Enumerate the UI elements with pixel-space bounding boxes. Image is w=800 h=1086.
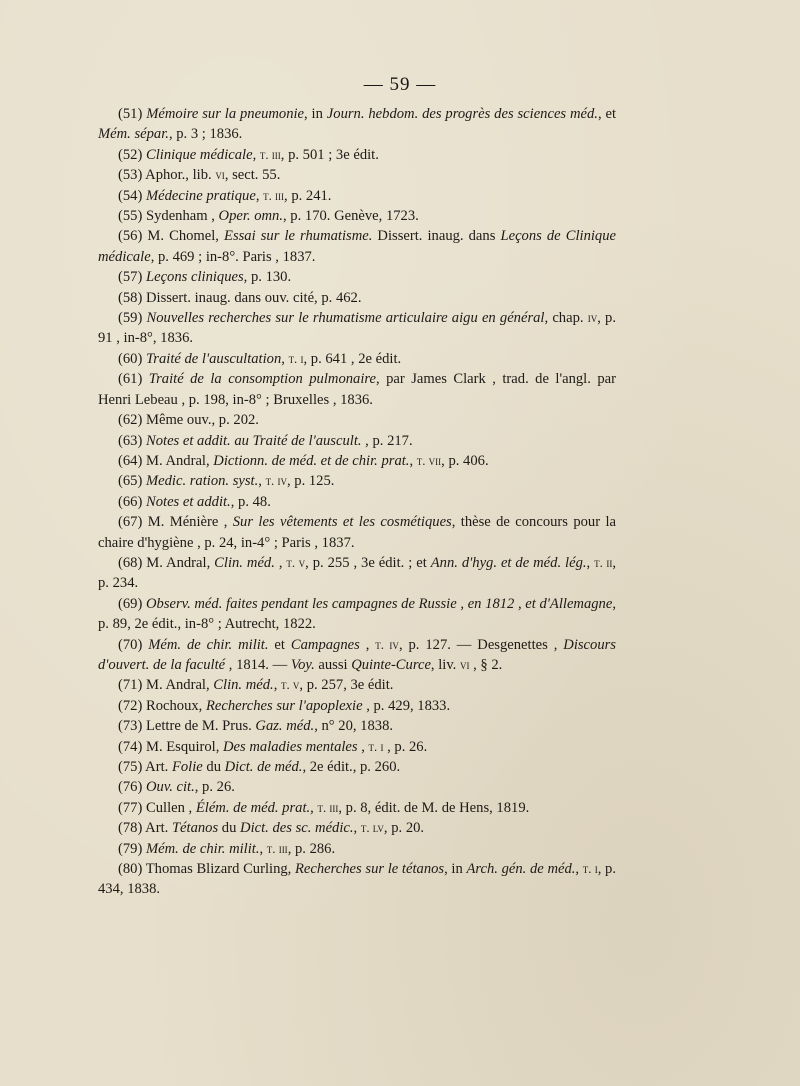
footnote-text: , <box>274 554 287 571</box>
footnote-text: Oper. omn. <box>218 208 283 225</box>
footnote-text: , <box>409 452 417 469</box>
footnote-text: vi <box>459 657 470 672</box>
footnote-list <box>98 104 616 900</box>
footnote-text: Mém. sépar. <box>98 126 169 143</box>
footnote-69 <box>98 594 616 635</box>
footnote-80 <box>98 859 616 900</box>
footnote-text: t. v <box>280 678 300 693</box>
footnote-text: Traité de l'auscultation <box>145 350 282 367</box>
footnote-61 <box>98 369 616 410</box>
footnote-text: Dissert. inaug. dans ouv. cité, p. 462. <box>145 289 362 306</box>
footnote-text: Même ouv., p. 202. <box>145 412 259 429</box>
footnote-text: , p. 3 ; 1836. <box>168 126 243 143</box>
footnote-76 <box>98 777 616 797</box>
footnote-number: (51) <box>118 106 143 122</box>
footnote-number: (75) <box>118 759 143 775</box>
footnote-60 <box>98 349 616 369</box>
footnote-text: M. Andral, <box>146 554 215 571</box>
footnote-71 <box>98 675 616 695</box>
footnote-number: (60) <box>118 350 143 367</box>
footnote-number: (76) <box>118 779 143 796</box>
footnote-text: , 2e édit., p. 260. <box>302 759 401 775</box>
footnote-text: Traité de la consomption pulmonaire <box>148 371 377 388</box>
footnote-text: , <box>586 554 595 571</box>
footnote-text: Arch. gén. de méd. <box>466 861 576 878</box>
footnote-text: Sur les vêtements et les cosmétiques <box>232 514 452 531</box>
footnote-51 <box>98 104 616 145</box>
footnote-text: , p. 234. <box>98 554 617 592</box>
footnote-number: (72) <box>118 697 143 714</box>
footnote-text: du <box>218 820 241 837</box>
footnote-number: (68) <box>118 554 143 571</box>
footnote-55 <box>98 206 616 226</box>
footnote-text: t. i <box>288 351 304 366</box>
footnote-57 <box>98 267 616 287</box>
footnote-text: t. iv <box>265 474 287 489</box>
footnote-text: et <box>268 636 291 653</box>
page-number: — 59 — <box>363 74 437 95</box>
footnote-text: , p. 286. <box>287 840 336 857</box>
footnote-text: Medic. ration. syst. <box>145 473 259 490</box>
footnote-58 <box>98 288 616 308</box>
footnote-number: (77) <box>118 799 143 816</box>
footnote-text: t. iv <box>375 637 399 652</box>
footnote-text: , 1814. — <box>225 656 291 673</box>
footnote-text: , n° 20, 1838. <box>314 718 394 735</box>
footnote-text: , p. 217. <box>361 432 413 449</box>
footnote-78 <box>98 818 616 838</box>
footnote-72 <box>98 696 616 716</box>
footnote-text: , p. 48. <box>230 493 271 510</box>
footnote-79 <box>98 839 616 859</box>
footnote-text: , in <box>444 861 467 878</box>
footnote-text: Folie <box>171 759 203 775</box>
footnote-text: Recherches sur l'apoplexie <box>205 697 363 714</box>
footnote-number: (53) <box>118 167 143 184</box>
footnote-text: Leçons de Clinique médicale <box>98 228 616 265</box>
footnote-number: (78) <box>118 820 143 837</box>
footnote-text: Observ. méd. faites pendant les campagnes de Russie , en 1812 , et d'Allemagne <box>146 595 613 612</box>
footnote-number: (79) <box>118 840 143 857</box>
footnote-54 <box>98 186 616 206</box>
footnote-text: t. iii <box>266 841 288 856</box>
footnote-text: Médecine pratique <box>145 187 256 204</box>
footnote-text: Ann. d'hyg. et de méd. lég. <box>430 554 587 571</box>
footnote-text: , p. 26. <box>194 779 235 796</box>
footnote-75 <box>98 757 616 777</box>
footnote-text: Clin. méd. <box>213 677 274 694</box>
footnote-62 <box>98 410 616 430</box>
footnote-text: , p. 89, 2e édit., in-8° ; Autrecht, 1822. <box>98 595 616 633</box>
footnote-text: Aphor., lib. <box>145 167 216 184</box>
footnote-text: t. iii <box>259 147 281 162</box>
footnote-text: aussi <box>314 656 352 673</box>
footnote-text: M. Chomel, <box>147 228 225 245</box>
footnote-52 <box>98 145 616 165</box>
footnote-text: M. Esquirol, <box>145 738 224 755</box>
footnote-text: Tétanos <box>171 820 219 837</box>
footnote-text: Nouvelles recherches sur le rhumatisme articulaire aigu en général <box>146 310 545 327</box>
footnote-text: , p. 8, édit. de M. de Hens, 1819. <box>338 799 530 816</box>
footnote-text: , thèse de concours pour la chaire d'hygiène , p. 24, in-4° ; Paris , 1837. <box>98 514 616 551</box>
footnote-text: , liv. <box>430 656 460 673</box>
footnote-text: Leçons cliniques <box>145 269 244 286</box>
footnote-text: Recherches sur le tétanos <box>295 861 445 878</box>
footnote-number: (73) <box>118 718 143 735</box>
footnote-text: , p. 429, 1833. <box>362 697 451 714</box>
footnote-text: , p. 469 ; in-8°. Paris , 1837. <box>150 248 316 265</box>
footnote-text: , p. 241. <box>284 187 332 204</box>
footnote-text: , chap. <box>544 310 588 327</box>
footnote-text: t. i <box>368 739 384 754</box>
footnote-64 <box>98 451 616 471</box>
footnote-56 <box>98 226 616 267</box>
footnote-number: (71) <box>118 677 143 694</box>
footnote-text: , p. 501 ; 3e édit. <box>280 146 379 163</box>
footnote-text: Voy. <box>290 656 315 673</box>
footnote-text: Mém. de chir. milit. <box>148 636 269 653</box>
footnote-text: Thomas Blizard Curling, <box>145 861 295 878</box>
footnote-number: (80) <box>118 861 143 878</box>
footnote-text: Dissert. inaug. dans <box>372 228 501 245</box>
footnote-text: t. iii <box>263 188 285 203</box>
footnote-text: Essai sur le rhumatisme. <box>224 228 373 245</box>
footnote-63 <box>98 431 616 451</box>
footnote-text: Quinte-Curce <box>351 656 431 673</box>
footnote-number: (56) <box>118 228 143 245</box>
footnote-text: , sect. 55. <box>224 167 281 184</box>
footnote-text: , <box>575 861 583 878</box>
footnote-text: Clin. méd. <box>214 554 275 571</box>
footnote-text: , p. 406. <box>441 452 489 469</box>
footnote-text: Notes et addit. au Traité de l'auscult. <box>145 432 362 449</box>
footnote-number: (55) <box>118 208 143 225</box>
footnote-text: Art. <box>145 820 172 837</box>
footnote-text: , par James Clark , trad. de l'angl. par Henri Lebeau , p. 198, in-8° ; Bruxelles , 1836. <box>98 371 616 408</box>
footnote-text: , in <box>304 106 327 122</box>
footnote-70 <box>98 635 616 676</box>
footnote-number: (62) <box>118 412 143 429</box>
footnote-number: (58) <box>118 289 143 306</box>
footnote-74 <box>98 737 616 757</box>
footnote-text: , <box>255 187 264 204</box>
footnote-text: t. i <box>582 862 598 877</box>
footnote-number: (63) <box>118 432 143 449</box>
footnote-text: Ouv. cit. <box>145 779 195 796</box>
footnote-text: , et <box>597 106 617 122</box>
footnote-68 <box>98 553 616 594</box>
footnote-text: , <box>359 636 376 653</box>
footnote-text: , p. 127. — Desgenettes , <box>398 636 564 653</box>
footnote-text: , p. 257, 3e édit. <box>299 677 394 694</box>
footnote-text: Discours d'ouvert. de la faculté <box>98 636 616 673</box>
footnote-text: M. Andral, <box>145 452 214 469</box>
footnote-text: , p. 641 , 2e édit. <box>303 350 402 367</box>
footnote-text: Mém. de chir. milit. <box>145 840 260 857</box>
footnote-number: (64) <box>118 452 143 469</box>
footnote-text: Campagnes <box>290 636 360 653</box>
footnote-text: Mémoire sur la pneumonie <box>146 106 305 122</box>
footnote-73 <box>98 716 616 736</box>
footnote-67 <box>98 512 616 553</box>
footnote-text: Art. <box>145 759 172 775</box>
footnote-text: Lettre de M. Prus. <box>145 718 256 735</box>
footnote-number: (65) <box>118 473 143 490</box>
footnote-text: Journ. hebdom. des progrès des sciences méd. <box>326 106 598 122</box>
footnote-text: t. iii <box>317 800 339 815</box>
footnote-text: Dict. des sc. médic. <box>240 820 354 837</box>
footnote-text: t. lv <box>360 821 384 836</box>
footnote-text: , <box>252 146 260 163</box>
footnote-text: M. Andral, <box>145 677 214 694</box>
footnote-text: Cullen , <box>145 799 196 816</box>
footnote-text: du <box>202 759 225 775</box>
footnote-text: Gaz. méd. <box>255 718 315 735</box>
footnote-text: Clinique médicale <box>145 146 253 163</box>
footnote-number: (69) <box>118 595 143 612</box>
footnote-number: (61) <box>118 371 143 388</box>
footnote-66 <box>98 492 616 512</box>
footnote-number: (67) <box>118 514 143 531</box>
footnote-number: (54) <box>118 187 143 204</box>
footnote-77 <box>98 798 616 818</box>
footnote-number: (52) <box>118 146 143 163</box>
footnote-59 <box>98 308 616 349</box>
footnote-number: (74) <box>118 738 143 755</box>
footnote-text: , p. 26. <box>383 738 428 755</box>
footnote-text: Dict. de méd. <box>224 759 303 775</box>
footnote-text: , p. 20. <box>383 820 425 837</box>
footnote-text: Rochoux, <box>145 697 206 714</box>
footnote-text: , <box>273 677 281 694</box>
footnote-text: t. vii <box>416 453 442 468</box>
footnote-text: Sydenham , <box>145 208 219 225</box>
footnote-number: (57) <box>118 269 143 286</box>
footnote-text: , p. 255 , 3e édit. ; et <box>305 554 431 571</box>
footnote-number: (66) <box>118 493 143 510</box>
footnote-number: (70) <box>118 636 143 653</box>
footnote-text: , <box>281 350 289 367</box>
footnote-text: Élém. de méd. prat. <box>195 799 311 816</box>
footnote-text: Dictionn. de méd. et de chir. prat. <box>213 452 410 469</box>
footnote-text: , p. 130. <box>243 269 292 286</box>
footnote-text: , § 2. <box>469 656 503 673</box>
footnote-text: vi <box>215 168 225 183</box>
footnote-text: , p. 434, 1838. <box>98 861 616 898</box>
footnote-text: , p. 125. <box>286 473 335 490</box>
footnote-text: M. Ménière , <box>147 514 233 531</box>
footnote-text: , <box>353 820 361 837</box>
footnote-text: t. ii <box>594 555 613 570</box>
footnote-text: , p. 91 , in-8°, 1836. <box>98 310 616 347</box>
footnote-text: Des maladies mentales <box>223 738 358 755</box>
footnote-text: , <box>258 473 266 490</box>
footnote-text: t. v <box>286 555 306 570</box>
footnote-text: , <box>259 840 267 857</box>
footnote-text: , <box>310 799 318 816</box>
footnote-number: (59) <box>118 310 143 327</box>
footnote-text: , p. 170. Genève, 1723. <box>283 208 419 225</box>
footnote-65 <box>98 471 616 491</box>
footnote-text: Notes et addit. <box>145 493 231 510</box>
footnote-53 <box>98 165 616 185</box>
footnote-text: , <box>357 738 369 755</box>
footnote-text: iv <box>587 311 598 326</box>
